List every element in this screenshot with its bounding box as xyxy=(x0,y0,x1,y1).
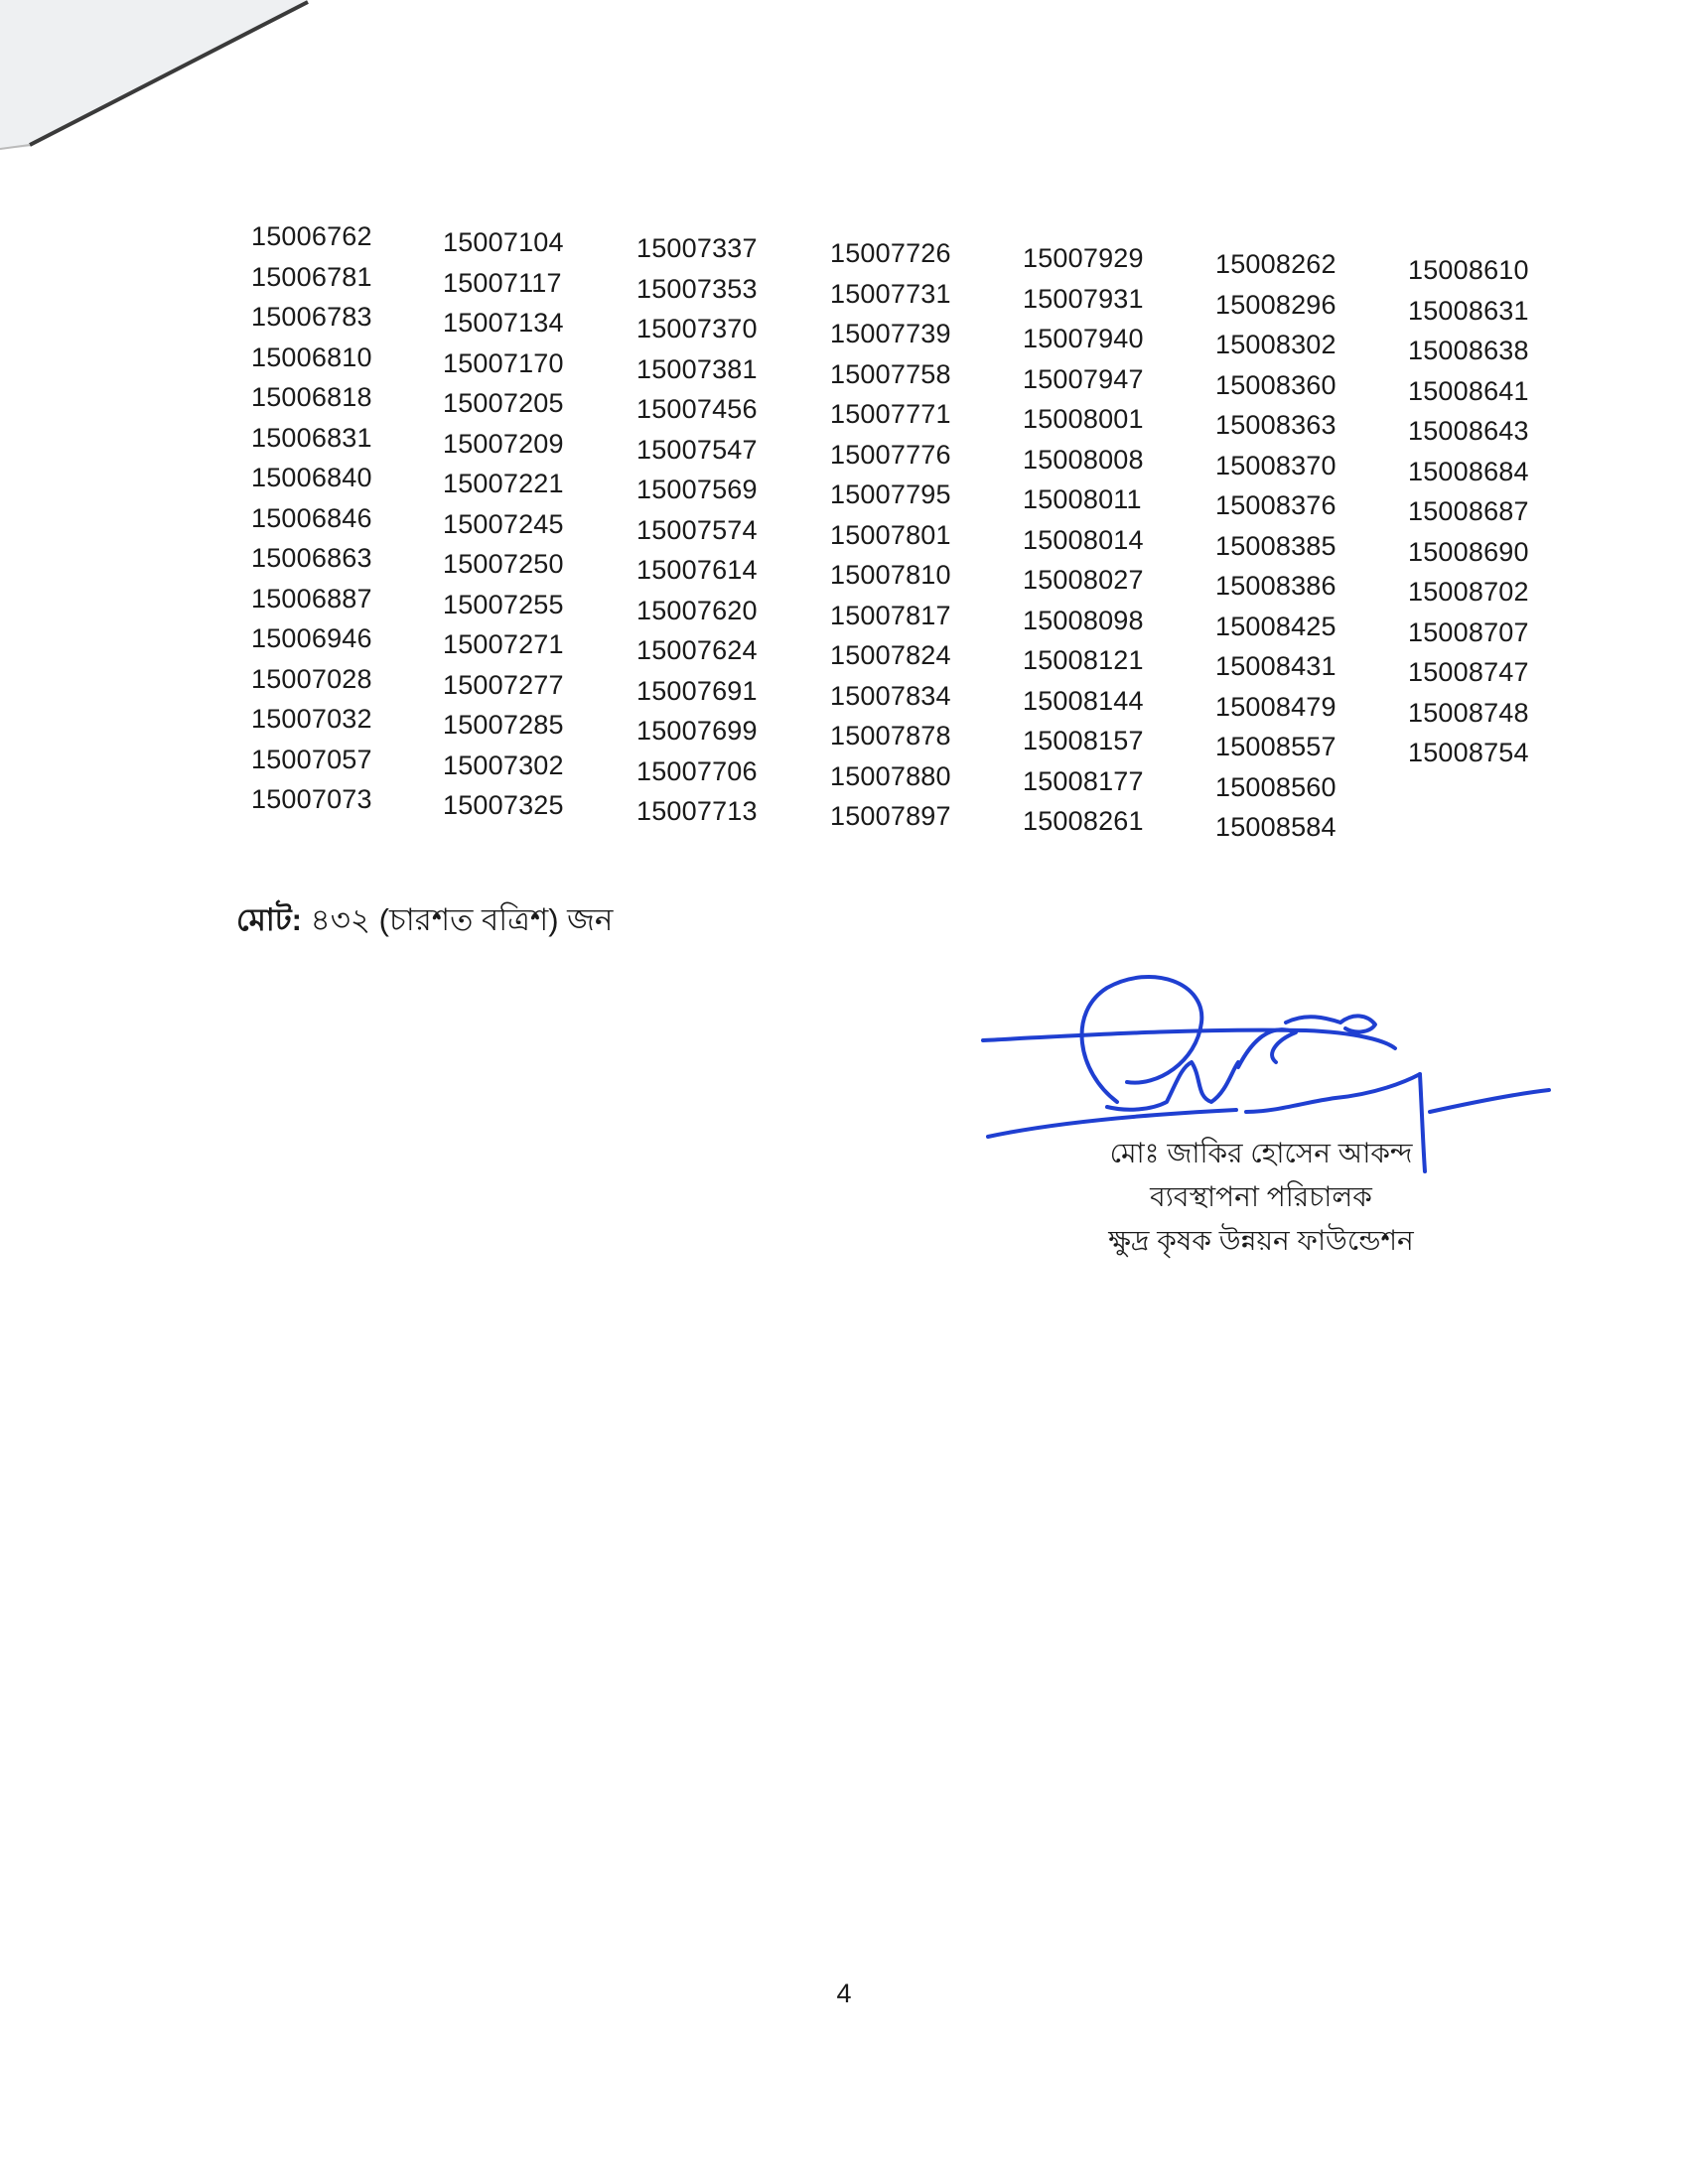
roll-number: 15007771 xyxy=(830,399,951,429)
roll-number: 15007795 xyxy=(830,479,951,509)
roll-number: 15007940 xyxy=(1023,324,1144,353)
roll-number: 15007271 xyxy=(443,629,564,659)
total-value: ৪৩২ (চারশত বত্রিশ) জন xyxy=(310,902,614,937)
roll-number: 15007221 xyxy=(443,469,564,498)
roll-number: 15008707 xyxy=(1408,616,1529,647)
roll-number: 15008560 xyxy=(1215,771,1336,802)
roll-number: 15008643 xyxy=(1408,416,1529,446)
roll-number: 15007337 xyxy=(636,233,758,263)
roll-number: 15008296 xyxy=(1215,289,1336,320)
roll-number: 15007624 xyxy=(636,635,758,665)
roll-number: 15008262 xyxy=(1215,249,1336,279)
roll-number: 15007028 xyxy=(251,663,372,694)
roll-column xyxy=(443,222,612,826)
roll-number: 15007205 xyxy=(443,388,564,418)
roll-number: 15007614 xyxy=(636,555,758,585)
roll-number: 15007381 xyxy=(636,353,758,384)
roll-number: 15008425 xyxy=(1215,611,1336,641)
roll-number: 15007209 xyxy=(443,428,564,459)
roll-number: 15007691 xyxy=(636,675,758,706)
roll-number: 15007706 xyxy=(636,755,758,786)
roll-number: 15008610 xyxy=(1408,255,1529,285)
roll-number: 15008008 xyxy=(1023,444,1144,475)
roll-number: 15006781 xyxy=(251,261,372,292)
roll-number: 15007302 xyxy=(443,750,564,780)
roll-number: 15008385 xyxy=(1215,530,1336,561)
roll-number: 15008177 xyxy=(1023,765,1144,796)
roll-number: 15008684 xyxy=(1408,456,1529,486)
roll-number: 15008370 xyxy=(1215,450,1336,480)
roll-number: 15007897 xyxy=(830,801,951,831)
total-label: মোট: xyxy=(236,902,302,937)
roll-number: 15007824 xyxy=(830,640,951,670)
roll-number: 15006946 xyxy=(251,623,372,653)
roll-number: 15007285 xyxy=(443,710,564,740)
roll-number: 15007325 xyxy=(443,790,564,820)
roll-number: 15007929 xyxy=(1023,243,1144,273)
roll-number: 15008747 xyxy=(1408,657,1529,687)
roll-number: 15007569 xyxy=(636,475,758,504)
roll-number: 15008144 xyxy=(1023,685,1144,716)
roll-number: 15007134 xyxy=(443,308,564,338)
roll-number: 15007776 xyxy=(830,439,951,470)
roll-number: 15007739 xyxy=(830,319,951,348)
roll-number: 15007057 xyxy=(251,744,372,774)
roll-number: 15007170 xyxy=(443,347,564,378)
roll-number: 15008748 xyxy=(1408,697,1529,728)
roll-number: 15008011 xyxy=(1023,484,1142,514)
roll-number: 15008754 xyxy=(1408,738,1529,767)
roll-number: 15007810 xyxy=(830,560,951,590)
roll-number: 15008631 xyxy=(1408,295,1529,326)
roll-number: 15007880 xyxy=(830,760,951,791)
roll-number: 15007731 xyxy=(830,278,951,309)
roll-number: 15007931 xyxy=(1023,283,1144,314)
roll-number: 15008557 xyxy=(1215,732,1336,761)
roll-number: 15007699 xyxy=(636,716,758,746)
roll-number: 15007947 xyxy=(1023,363,1144,394)
roll-column xyxy=(1408,250,1577,773)
roll-number: 15007801 xyxy=(830,519,951,550)
page-number: 4 xyxy=(836,1979,852,2008)
roll-number: 15008014 xyxy=(1023,524,1144,555)
roll-number: 15008261 xyxy=(1023,806,1144,836)
roll-column xyxy=(251,216,420,820)
roll-number: 15008302 xyxy=(1215,330,1336,359)
roll-number: 15007713 xyxy=(636,796,758,826)
roll-number: 15006863 xyxy=(251,543,372,573)
signatory-organization: ক্ষুদ্র কৃষক উন্নয়ন ফাউন্ডেশন xyxy=(1108,1225,1414,1256)
roll-number: 15006818 xyxy=(251,382,372,412)
roll-number: 15007117 xyxy=(443,267,562,298)
roll-number: 15008584 xyxy=(1215,812,1336,842)
roll-number: 15008098 xyxy=(1023,605,1144,635)
roll-number: 15008690 xyxy=(1408,536,1529,567)
roll-number: 15008363 xyxy=(1215,410,1336,440)
roll-number: 15008376 xyxy=(1215,490,1336,520)
roll-number: 15007547 xyxy=(636,434,758,465)
roll-number: 15008386 xyxy=(1215,571,1336,601)
roll-number: 15007073 xyxy=(251,784,372,814)
roll-number: 15007245 xyxy=(443,508,564,539)
roll-number: 15008360 xyxy=(1215,369,1336,400)
roll-column xyxy=(1023,238,1192,842)
roll-number: 15007620 xyxy=(636,595,758,625)
roll-number: 15008479 xyxy=(1215,691,1336,722)
roll-number: 15007758 xyxy=(830,358,951,389)
roll-number: 15008121 xyxy=(1023,645,1144,675)
roll-number: 15006762 xyxy=(251,221,372,251)
roll-number: 15007277 xyxy=(443,669,564,700)
roll-number: 15007104 xyxy=(443,227,564,257)
roll-number: 15007817 xyxy=(830,600,951,630)
roll-column xyxy=(1215,244,1384,848)
roll-column xyxy=(830,233,999,837)
roll-number: 15008431 xyxy=(1215,651,1336,681)
roll-column xyxy=(636,228,805,832)
folded-corner xyxy=(0,0,318,159)
roll-number: 15007456 xyxy=(636,394,758,424)
roll-number: 15006783 xyxy=(251,302,372,332)
roll-number: 15008027 xyxy=(1023,565,1144,595)
roll-number: 15008702 xyxy=(1408,577,1529,607)
roll-number: 15006887 xyxy=(251,583,372,614)
roll-number: 15007834 xyxy=(830,680,951,711)
roll-number: 15007255 xyxy=(443,589,564,619)
signature-block xyxy=(1013,1132,1509,1263)
roll-number: 15007250 xyxy=(443,549,564,579)
roll-number: 15007353 xyxy=(636,273,758,304)
roll-number: 15007370 xyxy=(636,314,758,343)
roll-number: 15008157 xyxy=(1023,726,1144,755)
roll-number: 15007726 xyxy=(830,238,951,268)
signatory-name: মোঃ জাকির হোসেন আকন্দ xyxy=(1109,1138,1413,1168)
roll-number: 15007032 xyxy=(251,704,372,734)
roll-number: 15006831 xyxy=(251,422,372,453)
total-count xyxy=(236,896,613,948)
roll-number: 15007878 xyxy=(830,721,951,751)
roll-number: 15006840 xyxy=(251,463,372,492)
roll-number: 15008641 xyxy=(1408,375,1529,406)
signatory-designation: ব্যবস্থাপনা পরিচালক xyxy=(1150,1181,1372,1212)
roll-number: 15007574 xyxy=(636,514,758,545)
roll-number: 15006810 xyxy=(251,341,372,372)
roll-number: 15006846 xyxy=(251,502,372,533)
roll-number: 15008638 xyxy=(1408,336,1529,365)
roll-number-table xyxy=(251,216,1542,842)
roll-number: 15008001 xyxy=(1023,404,1144,434)
roll-number: 15008687 xyxy=(1408,496,1529,526)
